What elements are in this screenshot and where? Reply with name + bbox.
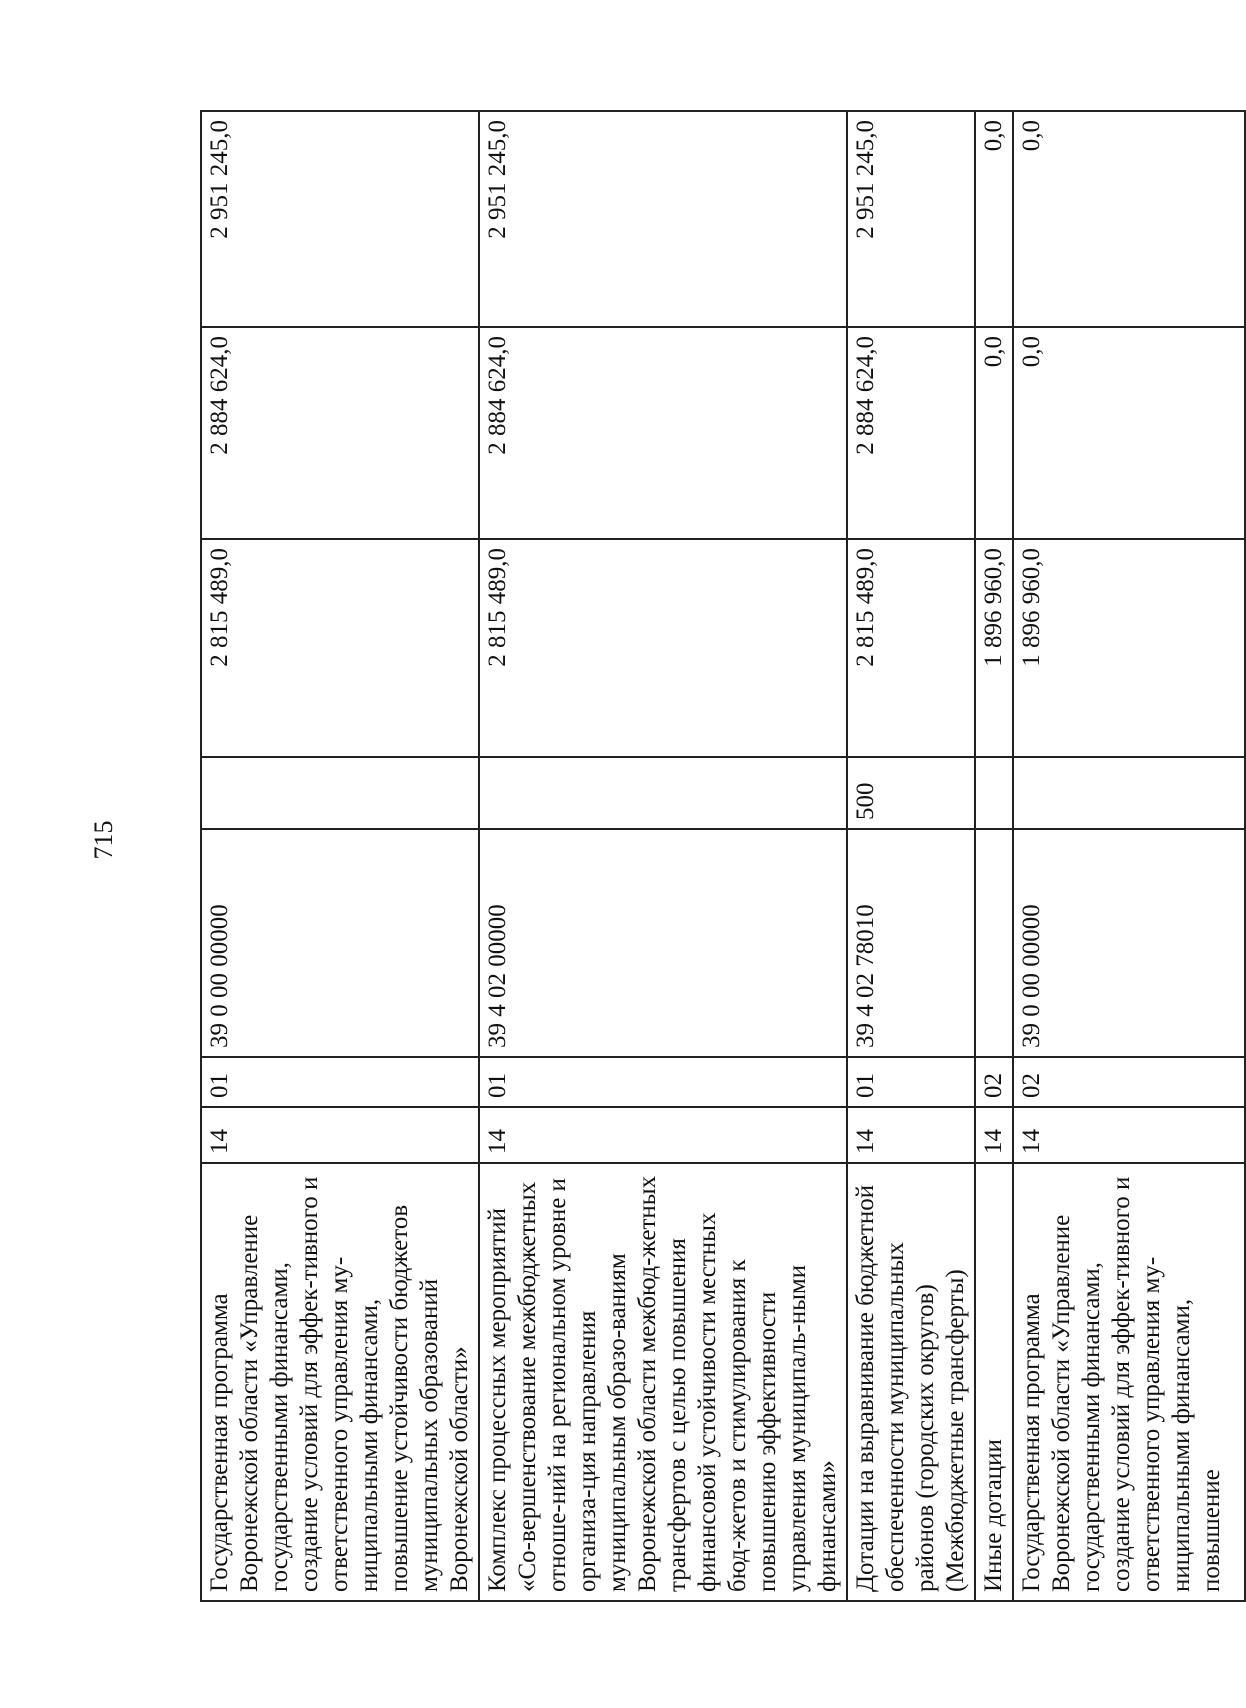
row-sum-year-3: 2 951 245,0 [847, 111, 975, 327]
row-subsection-code: 02 [975, 1057, 1013, 1107]
row-section-code: 14 [1013, 1107, 1245, 1163]
row-expense-type [201, 757, 479, 829]
row-sum-year-1: 1 896 960,0 [975, 539, 1013, 757]
row-expense-type [1013, 757, 1245, 829]
row-section-code: 14 [975, 1107, 1013, 1163]
row-sum-year-1: 2 815 489,0 [479, 539, 847, 757]
row-target-article: 39 4 02 00000 [479, 829, 847, 1057]
row-target-article: 39 0 00 00000 [1013, 829, 1245, 1057]
row-sum-year-2: 0,0 [1013, 327, 1245, 539]
row-name: Дотации на выравнивание бюджетной обеспеченности муниципальных районов (городских округов) (Межбюджетные трансферты) [847, 1163, 975, 1601]
row-sum-year-3: 0,0 [1013, 111, 1245, 327]
budget-table [200, 110, 1246, 1602]
row-subsection-code: 01 [847, 1057, 975, 1107]
table-row [201, 111, 479, 1601]
budget-table-container [200, 112, 1225, 1602]
row-subsection-code: 01 [479, 1057, 847, 1107]
table-row [1013, 111, 1245, 1601]
row-section-code: 14 [847, 1107, 975, 1163]
row-name: Комплекс процессных мероприятий «Со-вершенствование межбюджетных отноше-ний на региональном уровне и организа-ция направления муниципальным образо-ваниям Воронежской области межбюд-жетных трансфертов с целью повышения финансовой устойчивости местных бюд-жетов и стимулирования к повышению эффективности управления муниципаль-ными финансами» [479, 1163, 847, 1601]
row-target-article: 39 4 02 78010 [847, 829, 975, 1057]
row-subsection-code: 02 [1013, 1057, 1245, 1107]
row-sum-year-1: 2 815 489,0 [847, 539, 975, 757]
row-sum-year-3: 0,0 [975, 111, 1013, 327]
row-expense-type [479, 757, 847, 829]
row-section-code: 14 [201, 1107, 479, 1163]
row-name: Государственная программа Воронежской области «Управление государственными финансами, создание условий для эффек-тивного и ответственного управления му-ниципальными финансами, повышение устойчивости бюджетов муниципальных образований Воронежской области» [201, 1163, 479, 1601]
row-expense-type: 500 [847, 757, 975, 829]
table-row [479, 111, 847, 1601]
row-sum-year-2: 0,0 [975, 327, 1013, 539]
row-expense-type [975, 757, 1013, 829]
row-sum-year-2: 2 884 624,0 [847, 327, 975, 539]
page-number: 715 [89, 820, 118, 860]
row-target-article [975, 829, 1013, 1057]
row-sum-year-1: 1 896 960,0 [1013, 539, 1245, 757]
row-section-code: 14 [479, 1107, 847, 1163]
row-sum-year-3: 2 951 245,0 [479, 111, 847, 327]
row-sum-year-1: 2 815 489,0 [201, 539, 479, 757]
row-sum-year-2: 2 884 624,0 [479, 327, 847, 539]
row-sum-year-3: 2 951 245,0 [201, 111, 479, 327]
row-subsection-code: 01 [201, 1057, 479, 1107]
row-name: Иные дотации [975, 1163, 1013, 1601]
row-sum-year-2: 2 884 624,0 [201, 327, 479, 539]
row-target-article: 39 0 00 00000 [201, 829, 479, 1057]
row-name: Государственная программа Воронежской области «Управление государственными финансами, создание условий для эффек-тивного и ответственного управления му-ниципальными финансами, повышение [1013, 1163, 1245, 1601]
table-row [847, 111, 975, 1601]
table-row [975, 111, 1013, 1601]
